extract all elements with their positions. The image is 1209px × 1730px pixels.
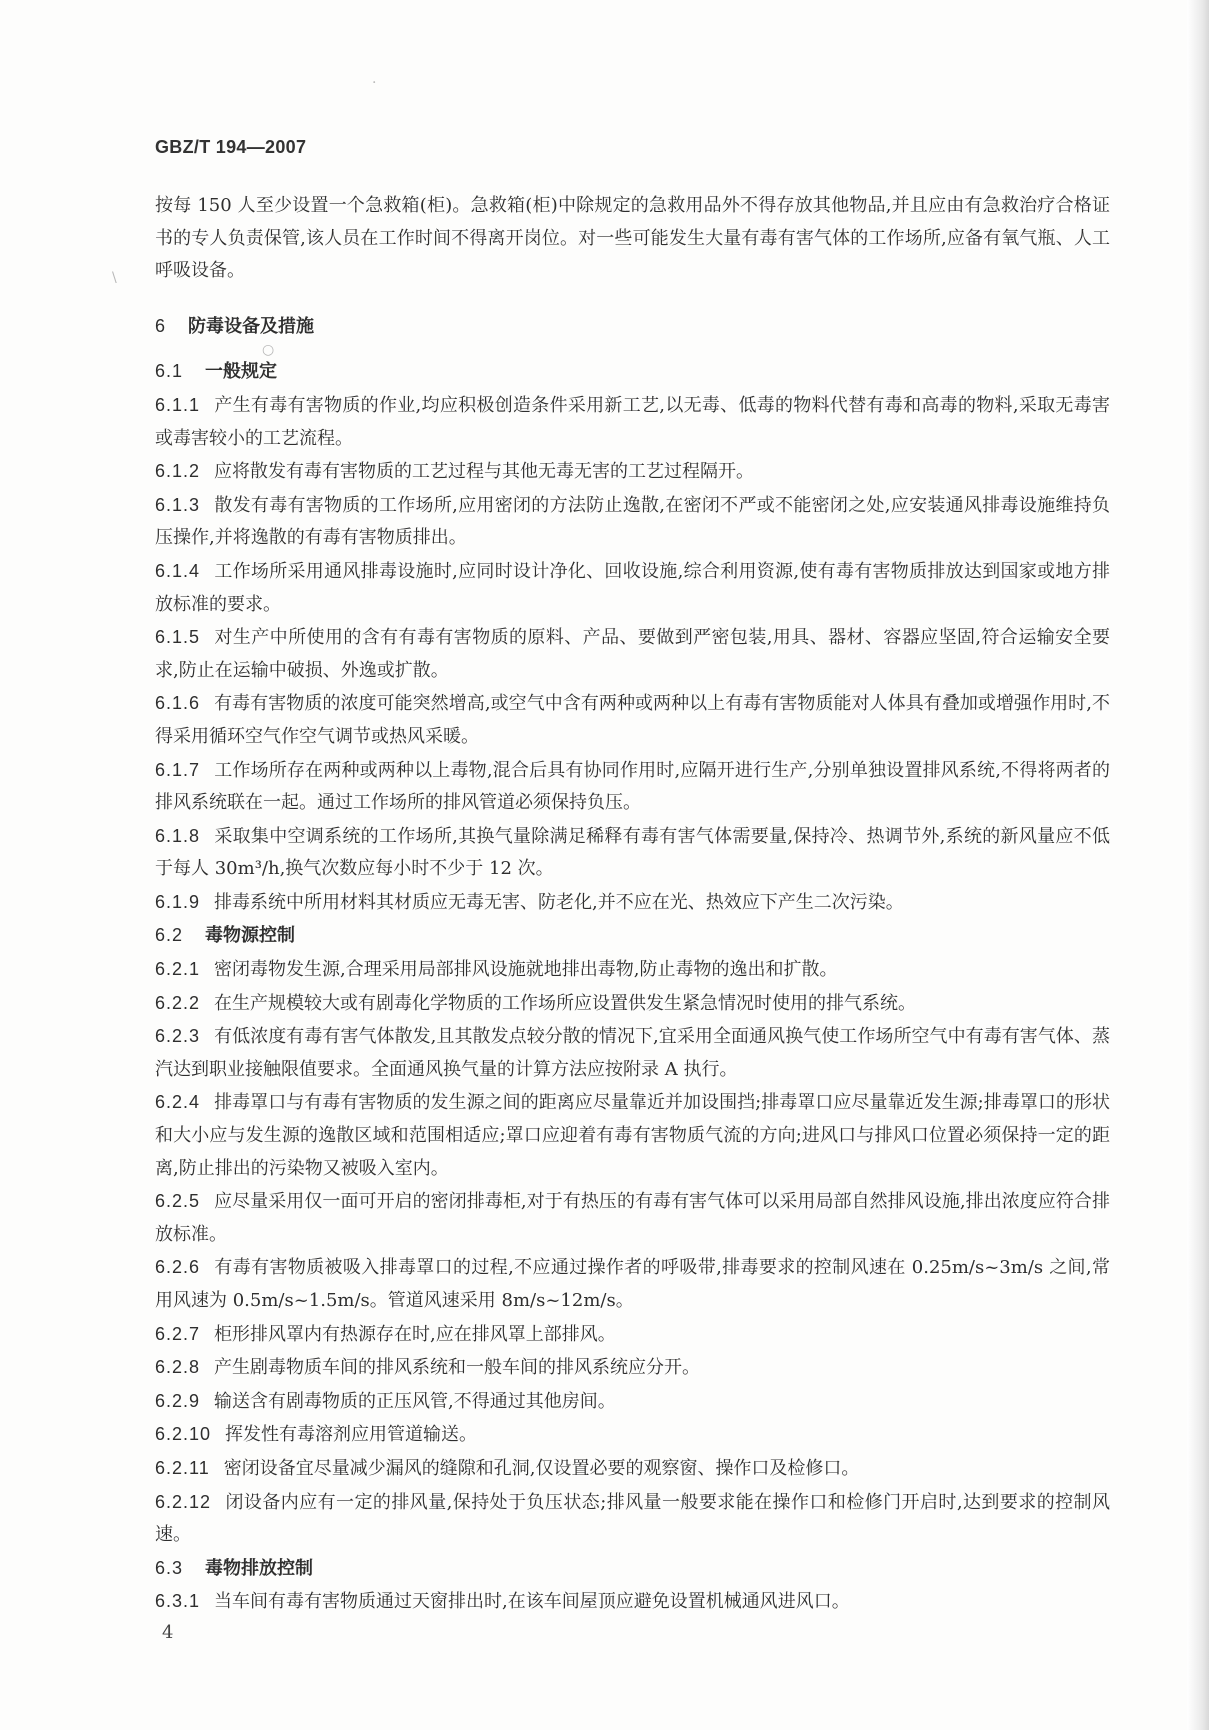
clause-6-1-4 bbox=[155, 555, 1110, 621]
section-title: 一般规定 bbox=[205, 361, 278, 383]
clause-6-2-11 bbox=[155, 1452, 1110, 1486]
section-number: 6.2 bbox=[155, 925, 184, 946]
clause-number: 6.2.12 bbox=[155, 1491, 212, 1512]
clause-text: 工作场所采用通风排毒设施时,应同时设计净化、回收设施,综合利用资源,使有毒有害物质排放达到国家或地方排放标准的要求。 bbox=[155, 560, 1110, 615]
section-number: 6.3 bbox=[155, 1557, 184, 1578]
clause-number: 6.1.7 bbox=[155, 759, 201, 780]
intro-paragraph: 按每 150 人至少设置一个急救箱(柜)。急救箱(柜)中除规定的急救用品外不得存放其他物品,并且应由有急救治疗合格证书的专人负责保管,该人员在工作时间不得离开岗位。对一些可能发生大量有毒有害气体的工作场所,应备有氧气瓶、人工呼吸设备。 bbox=[155, 195, 1110, 282]
clause-6-2-7 bbox=[155, 1318, 1110, 1352]
clause-6-1-7 bbox=[155, 754, 1110, 820]
section-heading-6-3 bbox=[155, 1552, 1110, 1586]
chapter-heading-6 bbox=[155, 310, 1110, 344]
clause-number: 6.1.8 bbox=[155, 825, 201, 846]
clause-text: 输送含有剧毒物质的正压风管,不得通过其他房间。 bbox=[214, 1390, 616, 1412]
section-heading-6-2 bbox=[155, 919, 1110, 953]
clause-number: 6.2.5 bbox=[155, 1191, 201, 1212]
clause-text: 应尽量采用仅一面可开启的密闭排毒柜,对于有热压的有毒有害气体可以采用局部自然排风设施,排出浓度应符合排放标准。 bbox=[155, 1191, 1110, 1245]
clause-number: 6.1.4 bbox=[155, 560, 201, 581]
clause-6-1-6 bbox=[155, 687, 1110, 753]
section-heading-6-1 bbox=[155, 355, 1110, 389]
section-title: 毒物排放控制 bbox=[205, 1557, 314, 1579]
clause-text: 产生剧毒物质车间的排风系统和一般车间的排风系统应分开。 bbox=[214, 1357, 701, 1379]
clause-number: 6.2.1 bbox=[155, 959, 201, 980]
clause-6-2-10 bbox=[155, 1418, 1110, 1452]
clause-number: 6.3.1 bbox=[155, 1591, 201, 1612]
clause-text: 柜形排风罩内有热源存在时,应在排风罩上部排风。 bbox=[214, 1323, 616, 1345]
document-code-header: GBZ/T 194—2007 bbox=[155, 137, 307, 157]
clause-6-1-2 bbox=[155, 455, 1110, 489]
clause-text: 密闭毒物发生源,合理采用局部排风设施就地排出毒物,防止毒物的逸出和扩散。 bbox=[214, 959, 838, 981]
clause-text: 有毒有害物质被吸入排毒罩口的过程,不应通过操作者的呼吸带,排毒要求的控制风速在 0.25m/s~3m/s 之间,常用风速为 0.5m/s~1.5m/s。管道风速采用 8m/s~12m/s。 bbox=[155, 1257, 1110, 1311]
section-title: 毒物源控制 bbox=[205, 925, 296, 947]
clause-6-2-12 bbox=[155, 1486, 1110, 1552]
clause-text: 当车间有毒有害物质通过天窗排出时,在该车间屋顶应避免设置机械通风进风口。 bbox=[214, 1591, 850, 1613]
clause-6-3-1 bbox=[155, 1585, 1110, 1619]
clause-6-1-1 bbox=[155, 389, 1110, 455]
clause-text: 挥发性有毒溶剂应用管道输送。 bbox=[225, 1424, 478, 1446]
clause-number: 6.2.8 bbox=[155, 1357, 201, 1378]
clause-text: 采取集中空调系统的工作场所,其换气量除满足稀释有毒有害气体需要量,保持冷、热调节外,系统的新风量应不低于每人 30m³/h,换气次数应每小时不少于 12 次。 bbox=[155, 825, 1110, 880]
clause-number: 6.1.5 bbox=[155, 627, 201, 648]
clause-text: 密闭设备宜尽量减少漏风的缝隙和孔洞,仅设置必要的观察窗、操作口及检修口。 bbox=[223, 1457, 860, 1479]
clause-text: 散发有毒有害物质的工作场所,应用密闭的方法防止逸散,在密闭不严或不能密闭之处,应安装通风排毒设施维持负压操作,并将逸散的有毒有害物质排出。 bbox=[155, 494, 1110, 549]
clause-text: 工作场所存在两种或两种以上毒物,混合后具有协同作用时,应隔开进行生产,分别单独设置排风系统,不得将两者的排风系统联在一起。通过工作场所的排风管道必须保持负压。 bbox=[155, 759, 1110, 814]
clause-6-1-9 bbox=[155, 886, 1110, 920]
clause-6-1-8 bbox=[155, 820, 1110, 886]
clause-text: 闭设备内应有一定的排风量,保持处于负压状态;排风量一般要求能在操作口和检修门开启时,达到要求的控制风速。 bbox=[155, 1491, 1110, 1546]
clause-6-1-3 bbox=[155, 489, 1110, 555]
page-number: 4 bbox=[162, 1622, 174, 1643]
clause-text: 产生有毒有害物质的作业,均应积极创造条件采用新工艺,以无毒、低毒的物料代替有毒和高毒的物料,采取无毒害或毒害较小的工艺流程。 bbox=[155, 394, 1110, 449]
scan-mark: ○ bbox=[262, 342, 275, 358]
clause-6-2-8 bbox=[155, 1351, 1110, 1385]
clause-6-2-5 bbox=[155, 1185, 1110, 1251]
clause-number: 6.2.10 bbox=[155, 1424, 212, 1445]
clause-6-2-6 bbox=[155, 1251, 1110, 1317]
clause-text: 在生产规模较大或有剧毒化学物质的工作场所应设置供发生紧急情况时使用的排气系统。 bbox=[214, 992, 917, 1014]
clause-number: 6.1.3 bbox=[155, 494, 201, 515]
chapter-number: 6 bbox=[155, 315, 167, 336]
clause-number: 6.2.9 bbox=[155, 1390, 201, 1411]
clause-6-2-3 bbox=[155, 1020, 1110, 1086]
clause-number: 6.1.2 bbox=[155, 461, 201, 482]
document-body bbox=[155, 190, 1110, 1619]
clause-6-2-1 bbox=[155, 953, 1110, 987]
clause-number: 6.2.11 bbox=[155, 1457, 210, 1478]
clause-6-2-4 bbox=[155, 1086, 1110, 1185]
clause-text: 有低浓度有毒有害气体散发,且其散发点较分散的情况下,宜采用全面通风换气使工作场所空气中有毒有害气体、蒸汽达到职业接触限值要求。全面通风换气量的计算方法应按附录 A 执行。 bbox=[155, 1026, 1110, 1080]
page-edge-shadow bbox=[1187, 0, 1209, 1730]
clause-number: 6.1.9 bbox=[155, 891, 201, 912]
section-number: 6.1 bbox=[155, 361, 184, 382]
clause-6-1-5 bbox=[155, 621, 1110, 687]
clause-number: 6.2.7 bbox=[155, 1323, 201, 1344]
scan-mark: \ bbox=[112, 270, 117, 286]
scan-mark: · bbox=[372, 75, 377, 91]
clause-6-2-2 bbox=[155, 987, 1110, 1021]
clause-text: 排毒系统中所用材料其材质应无毒无害、防老化,并不应在光、热效应下产生二次污染。 bbox=[214, 891, 904, 913]
clause-text: 有毒有害物质的浓度可能突然增高,或空气中含有两种或两种以上有毒有害物质能对人体具有叠加或增强作用时,不得采用循环空气作空气调节或热风采暖。 bbox=[155, 693, 1110, 747]
clause-number: 6.1.6 bbox=[155, 693, 201, 714]
clause-text: 对生产中所使用的含有有毒有害物质的原料、产品、要做到严密包装,用具、器材、容器应坚固,符合运输安全要求,防止在运输中破损、外逸或扩散。 bbox=[155, 627, 1110, 681]
clause-number: 6.2.6 bbox=[155, 1257, 201, 1278]
clause-number: 6.2.3 bbox=[155, 1026, 201, 1047]
clause-text: 应将散发有毒有害物质的工艺过程与其他无毒无害的工艺过程隔开。 bbox=[214, 461, 755, 483]
clause-text: 排毒罩口与有毒有害物质的发生源之间的距离应尽量靠近并加设围挡;排毒罩口应尽量靠近发生源;排毒罩口的形状和大小应与发生源的逸散区域和范围相适应;罩口应迎着有毒有害物质气流的方向;进风口与排风口位置必须保持一定的距离,防止排出的污染物又被吸入室内。 bbox=[155, 1092, 1110, 1179]
chapter-title: 防毒设备及措施 bbox=[188, 315, 315, 337]
clause-6-2-9 bbox=[155, 1385, 1110, 1419]
clause-number: 6.2.2 bbox=[155, 992, 201, 1013]
clause-number: 6.2.4 bbox=[155, 1092, 201, 1113]
clause-number: 6.1.1 bbox=[155, 394, 201, 415]
